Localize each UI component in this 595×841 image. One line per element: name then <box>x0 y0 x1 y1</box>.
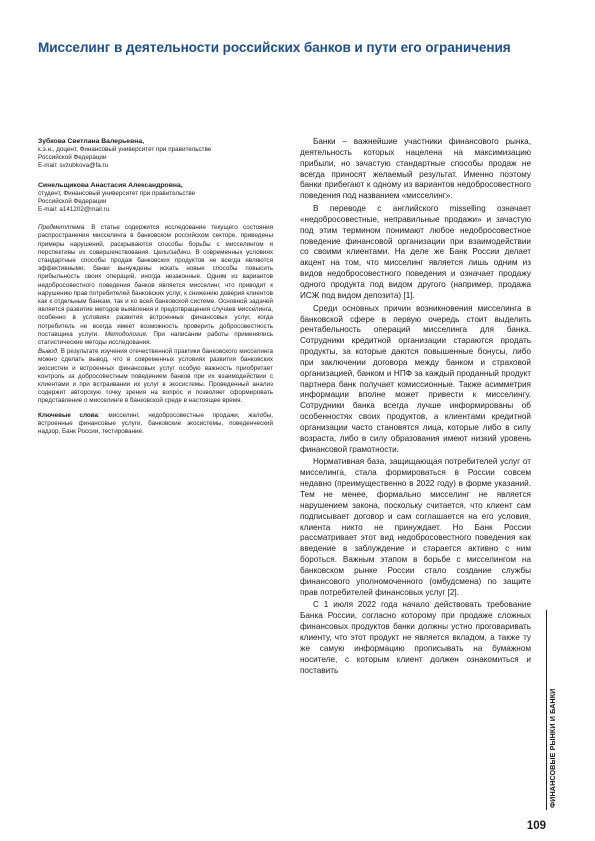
body-paragraph: В переводе с английского misselling означает «недобросовестные, неправильные продажи» и зачастую под этим термином понимают любое недобросовестное поведение финансовой организации при взаимодействии со своими клиентами. На деле же Банк России делает акцент на том, что мисселинг является лишь одним из видов недобросовестного поведения и означает продажу одного продукта под видом другого (например, продажа ИСЖ под видом депозита) [1]. <box>300 204 531 300</box>
body-text <box>300 137 531 676</box>
author-position: к.э.н., доцент, Финансовый университет при правительстве <box>38 146 212 153</box>
body-paragraph: Среди основных причин возникновения мисселинга в банковской сфере в первую очередь стоит выделить рентабельность операций мисселинга для банка. Сотрудники кредитной организации стараются продать продукты, за которые даются повышенные бонусы, либо при заключении договора между банком и страховой организацией, банком и НПФ за каждый проданный продукт партнера банк получает комиссионные. Также асимметрия информации вполне может привести к мисселингу. Сотрудники банка всегда лучше информированы об особенностях своих продуктов, а клиентами кредитной организации часто становятся лица, которые либо в силу возраста, либо в силу образования имеют низкий уровень финансовой грамотности. <box>300 303 531 454</box>
abstract-result <box>38 348 273 405</box>
author-block <box>38 137 273 171</box>
abstract-subject-text: В статье содержится исследование текущего состояния распространения мисселинга в банковском российском секторе, приведены примеры нарушений, раскрываются способы борьбы с мисселингом и перспективы их совершенствования. <box>38 224 273 256</box>
abstract-method-label: Методология. <box>104 330 148 338</box>
keywords-text: : мисселинг, недобросовестные продажи, жалобы, встроенные финансовые услуги, банковские экосистемы, поведенческий надзор, Банк России, тестирование. <box>38 411 273 436</box>
body-paragraph: Банки – важнейшие участники финансового рынка, деятельность которых нацелена на максимизацию прибыли, но зачастую стандартные способы продаж не всегда приносят желаемый результат. Именно поэтому банки прибегают к одному из вариантов недобросовестного поведения под названием «мисселинг». <box>300 137 531 201</box>
body-paragraph: С 1 июля 2022 года начало действовать требование Банка России, согласно которому при продаже сложных финансовых продуктов банки должны устно проговаривать клиенту, что этот продукт не является вкладом, а также ту же самую информацию прописывать на бумажном носителе, с которым клиент должен ознакомиться и поставить <box>300 600 531 675</box>
author-name: Синельщикова Анастасия Александровна, <box>38 181 183 189</box>
author-email[interactable]: E-mail: a141202@mail.ru <box>38 206 110 214</box>
abstract <box>38 224 273 405</box>
section-label: ФИНАНСОВЫЕ РЫНКИ И БАНКИ <box>548 688 557 808</box>
article-title: Мисселинг в деятельности российских банков и пути его ограничения <box>38 40 511 55</box>
abstract-result-label: Вывод. <box>38 348 59 356</box>
abstract-goals-text: В современных условиях стандартные способы продаж банковских продуктов не всегда являются эффективными, банки вынуждены искать новые способы повысить прибыльность своих операций, иногда незаконные. Одним из вариантов недобросовестного поведения банков является мисселинг, что приводит к нарушению прав потребителей банковских услуг, к снижению доверия клиентов как к отдельным банкам, так и ко всей банковской системе. Основной задачей является развитие методов выявления и предотвращения случаев мисселинга, особенно в условиях развития встроенных финансовых услуг, когда потребитель не всегда имеет возможность проверить добросовестность поставщика услуги. <box>38 248 274 338</box>
page-number: 109 <box>526 820 546 832</box>
author-org: Российской Федерации <box>38 154 107 162</box>
side-divider <box>546 610 547 810</box>
author-org: Российской Федерации <box>38 197 107 205</box>
left-column <box>38 137 273 436</box>
abstract-method-text: При написании работы применялись статистические методы исследования. <box>38 330 273 347</box>
body-paragraph: Нормативная база, защищающая потребителей услуг от мисселинга, стала формироваться в России совсем недавно (преимущественно в 2022 году) в форме указаний. Тем не менее, формально мисселинг не является нарушением закона, поскольку считается, что клиент сам подписывает договор и сам соглашается на его условия, клиента никто не принуждает. Но Банк России рассматривает этот вид недобросовестного поведения как введение в заблуждение и старается активно с ним бороться. Важным этапом в борьбе с мисселингом на банковском рынке России стало создание службы финансового уполномоченного (омбудсмена) по защите прав потребителей финансовых услуг [2]. <box>300 457 531 597</box>
author-email[interactable]: E-mail: svzubkova@fa.ru <box>38 162 109 170</box>
author-name: Зубкова Светлана Валерьевна, <box>38 138 145 145</box>
author-block <box>38 181 273 215</box>
abstract-subject <box>38 224 273 347</box>
author-position: студент, Финансовый университет при правительстве <box>38 189 196 197</box>
abstract-subject-label: Предмет/тема. <box>38 224 86 232</box>
keywords-label: Ключевые слова <box>38 411 99 419</box>
abstract-goals-label: Цели/задачи. <box>153 248 192 256</box>
keywords <box>38 412 273 437</box>
abstract-result-text: В результате изучения отечественной практики банковского мисселинга можно сделать вывод, что в современных условиях развития банковских экосистем и встроенных финансовых услуг особую важность приобретает контроль за добросовестным поведением банков при их взаимодействии с клиентами и при встраивании их услуг в экосистемы. Проведенный анализ содержит авторскую точку зрения на вопрос и позволяет сформировать представление о мисселинге в банковской среде в настоящее время. <box>38 348 273 405</box>
